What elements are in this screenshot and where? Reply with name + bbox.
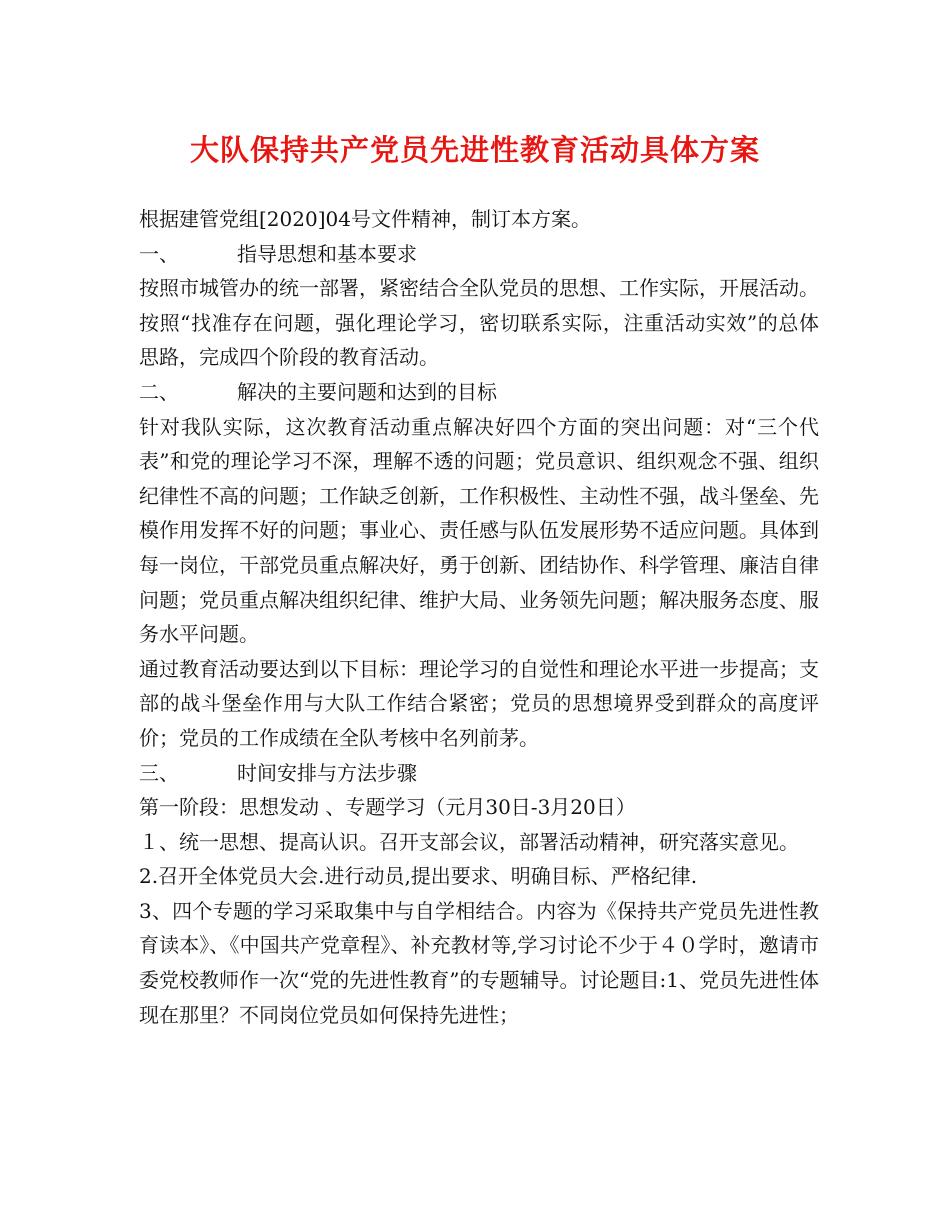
section-number: 三、 [139,760,179,785]
document-body [139,202,819,1032]
paragraph: 3、四个专题的学习采取集中与自学相结合。内容为《保持共产党员先进性教育读本》、《中国共产党章程》、补充教材等,学习讨论不少于４０学时，邀请市委党校教师作一次“党的先进性教育”的专题辅导。讨论题目:1、党员先进性体现在那里？不同岗位党员如何保持先进性； [139,898,819,1027]
section-heading-3 [139,756,819,791]
paragraph: １、统一思想、提高认识。召开支部会议，部署活动精神，研究落实意见。 [139,829,799,854]
section-heading-text: 时间安排与方法步骤 [237,760,417,785]
section-heading-text: 指导思想和基本要求 [237,241,417,266]
section-number: 二、 [139,379,179,404]
document-title: 大队保持共产党员先进性教育活动具体方案 [189,133,760,167]
paragraph: 按照市城管办的统一部署，紧密结合全队党员的思想、工作实际，开展活动。按照“找准存在问题，强化理论学习，密切联系实际，注重活动实效”的总体思路，完成四个阶段的教育活动。 [139,276,819,370]
paragraph: 第一阶段：思想发动 、专题学习（元月30日-3月20日） [139,795,636,820]
section-heading-1 [139,237,819,272]
intro-paragraph: 根据建管党组[2020]04号文件精神，制订本方案。 [139,207,591,231]
section-heading-2 [139,375,819,410]
paragraph: 2.召开全体党员大会.进行动员,提出要求、明确目标、严格纪律. [139,864,698,889]
section-number: 一、 [139,241,179,266]
section-heading-text: 解决的主要问题和达到的目标 [237,379,497,404]
paragraph: 通过教育活动要达到以下目标：理论学习的自觉性和理论水平进一步提高；支部的战斗堡垒作用与大队工作结合紧密；党员的思想境界受到群众的高度评价；党员的工作成绩在全队考核中名列前茅。 [139,656,819,750]
paragraph: 针对我队实际，这次教育活动重点解决好四个方面的突出问题：对“三个代表”和党的理论学习不深，理解不透的问题；党员意识、组织观念不强、组织纪律性不高的问题；工作缺乏创新，工作积极性、主动性不强，战斗堡垒、先模作用发挥不好的问题；事业心、责任感与队伍发展形势不适应问题。具体到每一岗位，干部党员重点解决好，勇于创新、团结协作、科学管理、廉洁自律问题；党员重点解决组织纪律、维护大局、业务领先问题；解决服务态度、服务水平问题。 [139,414,819,647]
